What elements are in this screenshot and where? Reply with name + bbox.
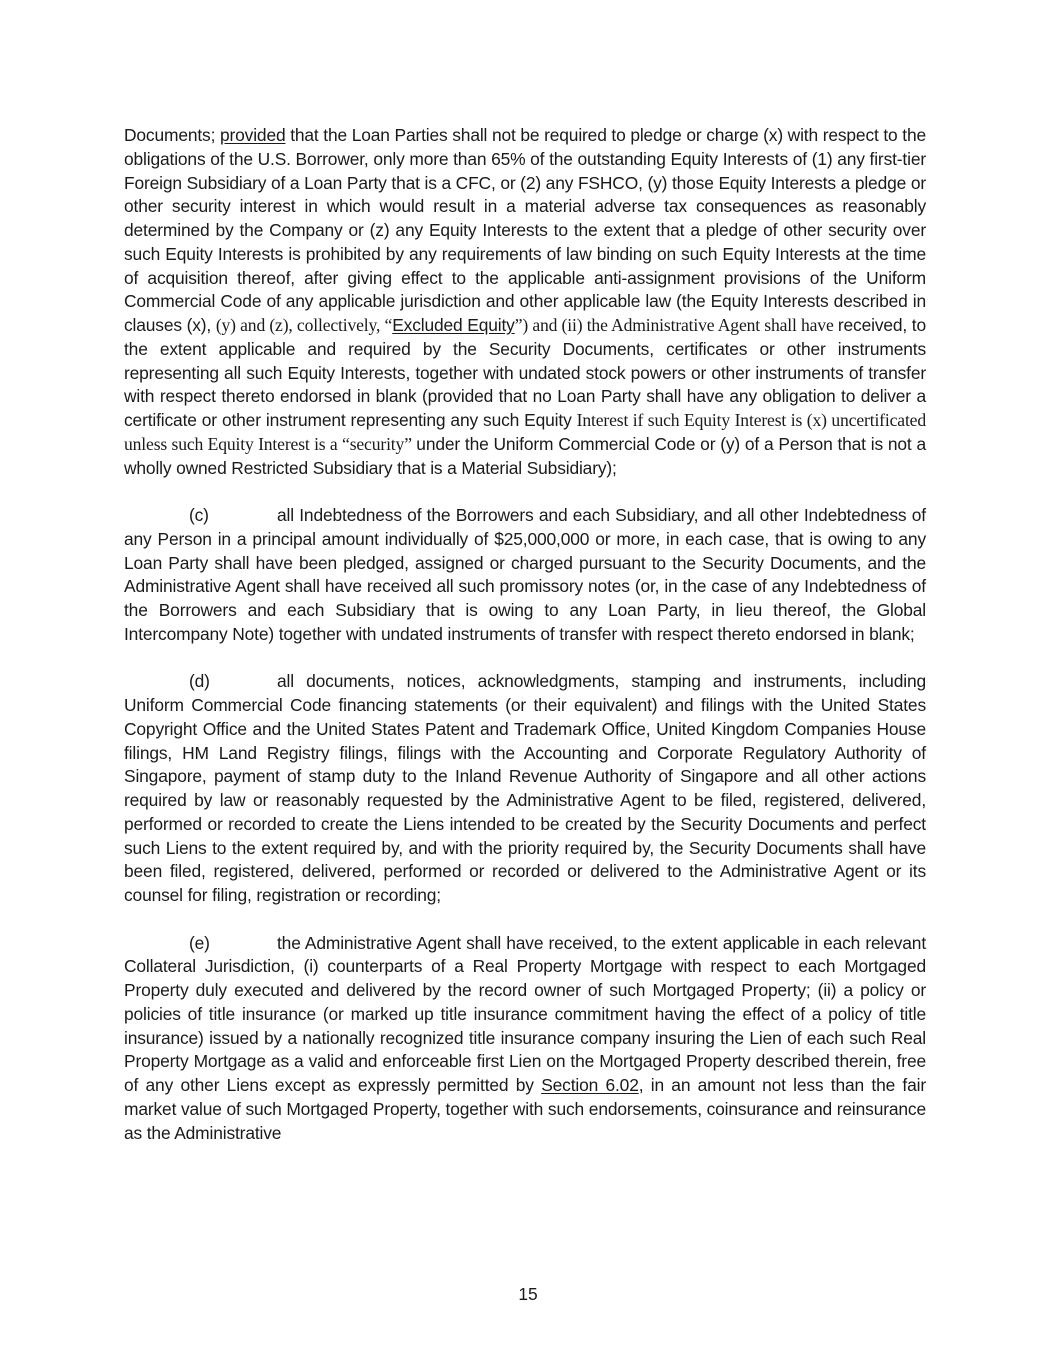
paragraph-c xyxy=(124,504,926,647)
clause-label: (e) xyxy=(189,932,210,953)
page-number: 15 xyxy=(518,1284,538,1304)
paragraph-d xyxy=(124,670,926,908)
text-segment: all documents, notices, acknowledgments, stamping and instruments, including Uniform Commercial Code financing statements (or their equivalent) and filings with the United States Copyright Office and the United States Patent and Trademark Office, United Kingdom Companies House filings, HM Land Registry filings, filings with the Accounting and Corporate Regulatory Authority of Singapore, payment of stamp duty to the Inland Revenue Authority of Singapore and all other actions required by law or reasonably requested by the Administrative Agent to be filed, registered, delivered, performed or recorded to create the Liens intended to be created by the Security Documents and perfect such Liens to the extent required by, and with the priority required by, the Security Documents shall have been filed, registered, delivered, performed or recorded or delivered to the Administrative Agent or its counsel for filing, registration or recording; xyxy=(124,671,926,905)
underlined-term: Excluded Equity xyxy=(392,315,515,335)
text-segment: that the Loan Parties shall not be required to pledge or charge (x) with respect to the obligations of the U.S. Borrower, only more than 65% of the outstanding Equity Interests of (1) any first-tier Foreign Subsidiary of a Loan Party that is a CFC, or (2) any FSHCO, (y) those Equity Interests a pledge or other security interest in which would result in a material adverse tax consequences as reasonably determined by the Company or (z) any Equity Interests to the extent that a pledge of other security over such Equity Interests is prohibited by any requirements of law binding on such Equity Interests at the time of acquisition thereof, after giving effect to the applicable anti-assignment provisions of the Uniform Commercial Code of any applicable jurisdiction and other applicable law (the Equity Interests described in clauses (x), xyxy=(124,125,926,335)
clause-label: (d) xyxy=(189,671,210,692)
text-segment: under the Uniform Commercial Code or (y) of a Person that is not a wholly owned Restricted Subsidiary that is a Material Subsidiary); xyxy=(124,433,926,478)
clause-label: (c) xyxy=(189,505,209,525)
text-segment: Documents; xyxy=(124,125,220,145)
paragraph-e xyxy=(124,932,926,1146)
text-segment: the Administrative Agent shall have received, to the extent applicable in each relevant Collateral Jurisdiction, (i) counterparts of a Real Property Mortgage with respect to each Mortgaged Property duly executed and delivered by the record owner of such Mortgaged Property; (ii) a policy or policies of title insurance (or marked up title insurance commitment having the effect of a policy of title insurance) issued by a nationally recognized title insurance company insuring the Lien of each such Real Property Mortgage as a valid and enforceable first Lien on the Mortgaged Property described therein, free of any other Liens except as expressly permitted by xyxy=(124,932,926,1095)
text-segment: received, to the extent applicable and required by the Security Documents, certificates or other instruments representing all such Equity Interests, together with undated stock powers or other instruments of transfer with respect thereto endorsed in blank (provided that no Loan Party shall have any obligation to deliver a certificate or other instrument representing any such Equity xyxy=(124,315,926,430)
paragraph-b-continued xyxy=(124,124,926,480)
document-body xyxy=(124,124,926,1145)
text-segment: all Indebtedness of the Borrowers and each Subsidiary, and all other Indebtedness of any Person in a principal amount individually of $25,000,000 or more, in each case, that is owing to any Loan Party shall have been pledged, assigned or charged pursuant to the Security Documents, and the Administrative Agent shall have received all such promissory notes (or, in the case of any Indebtedness of the Borrowers and each Subsidiary that is owing to any Loan Party, in lieu thereof, the Global Intercompany Note) together with undated instruments of transfer with respect thereto endorsed in blank; xyxy=(124,505,926,644)
text-segment: ”) and (ii) the Administrative Agent shall have xyxy=(514,315,838,335)
underlined-term: Section 6.02 xyxy=(541,1075,639,1095)
text-segment: , in an amount not less than the fair market value of such Mortgaged Property, together with such endorsements, coinsurance and reinsurance as the Administrative xyxy=(124,1075,926,1143)
underlined-term: provided xyxy=(219,125,286,145)
text-segment: (y) and (z), collectively, “ xyxy=(215,315,393,335)
text-segment: Interest if such Equity Interest is (x) uncertificated unless such Equity Interest is a “security” xyxy=(124,410,926,454)
